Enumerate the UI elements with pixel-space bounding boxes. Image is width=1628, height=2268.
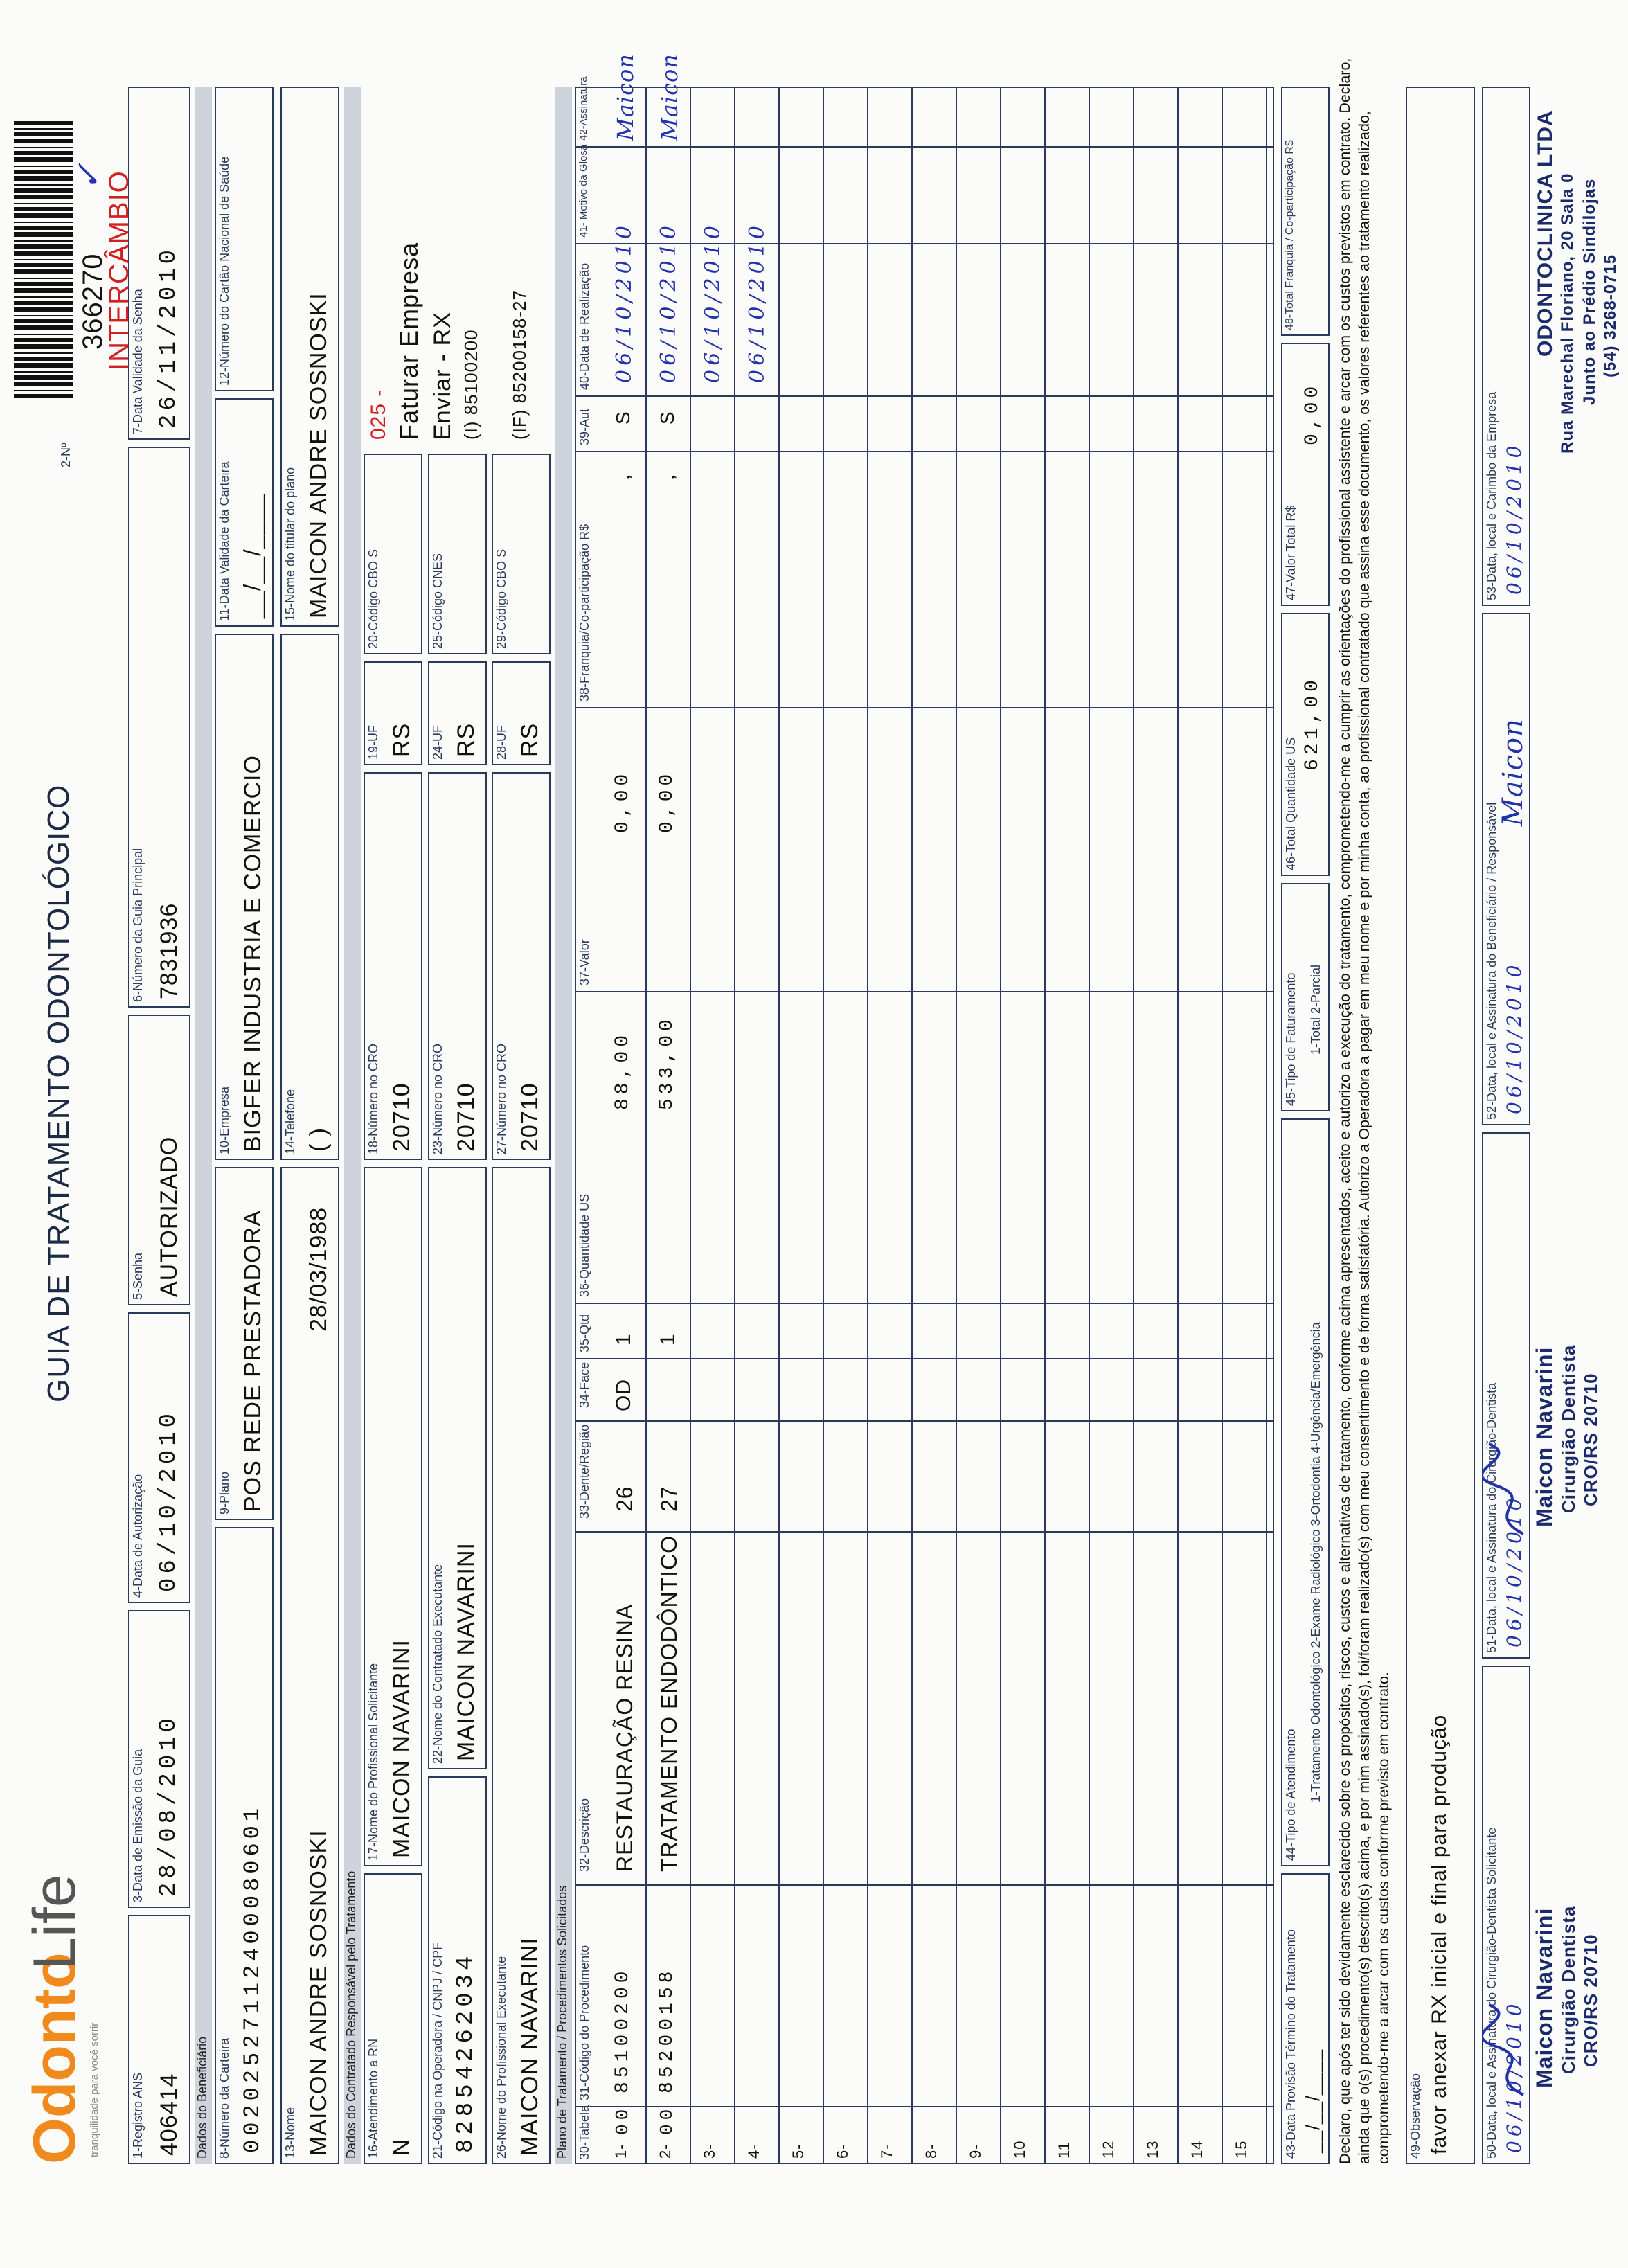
validade-senha: 26/11/2010 bbox=[156, 245, 182, 429]
validade-carteira: __/__/____ bbox=[240, 493, 266, 618]
section-plano: Plano de Tratamento / Procedimentos Solicitados bbox=[555, 87, 572, 2164]
table-row-line bbox=[1222, 88, 1223, 2163]
cell-dente: 27 bbox=[656, 1485, 681, 1512]
cell-n: 2- bbox=[656, 2143, 674, 2159]
table-row-line bbox=[690, 88, 691, 2163]
field-50: 50-Data, local e Assinatura do Cirurgião-Dentista Solicitante 06/10/2010 bbox=[1482, 1666, 1530, 2164]
cell-n: 6- bbox=[834, 2143, 851, 2159]
table-row-line bbox=[1177, 88, 1179, 2163]
cell-dente: 26 bbox=[612, 1485, 637, 1512]
data-dentista: 06/10/2010 bbox=[1503, 1494, 1526, 1648]
cell-n: 12 bbox=[1100, 2140, 1117, 2159]
field-22: 22-Nome do Contratado Executante MAICON NAVARINI bbox=[428, 1167, 487, 1769]
cell-data: 06/10/2010 bbox=[745, 222, 769, 383]
field-14: 14-Telefone ( ) bbox=[280, 634, 339, 1160]
tipo-faturamento-options: 1-Total 2-Parcial bbox=[1309, 964, 1323, 1055]
cell-n: 8- bbox=[922, 2143, 940, 2159]
field-29: 29-Código CBO S bbox=[492, 454, 551, 654]
cell-us: 533,00 bbox=[656, 1015, 678, 1110]
field-15: 15-Nome do titular do plano MAICON ANDRE SOSNOSKI bbox=[280, 87, 339, 627]
field-9: 9-Plano POS REDE PRESTADORA bbox=[215, 1167, 274, 1520]
field-23: 23-Número no CRO 20710 bbox=[428, 772, 487, 1160]
cro-solicitante: 20710 bbox=[388, 1082, 415, 1152]
data-nascimento: 28/03/1988 bbox=[305, 1206, 332, 1332]
cell-franq: , bbox=[656, 474, 678, 480]
tipo-atendimento-options: 1-Tratamento Odontológico 2-Exame Radiológico 3-Ortodontia 4-Urgência/Emergência bbox=[1309, 1322, 1323, 1803]
cell-desc: TRATAMENTO ENDODÔNTICO bbox=[656, 1535, 681, 1872]
field-7: 7-Data Validade da Senha 26/11/2010 bbox=[128, 87, 190, 440]
page-title: GUIA DE TRATAMENTO ODONTOLÓGICO bbox=[42, 784, 75, 1402]
field-47: 47-Valor Total R$ 0,00 bbox=[1281, 343, 1330, 606]
field-46: 46-Total Quantidade US 621,00 bbox=[1281, 613, 1330, 876]
table-column-divider bbox=[576, 1420, 1273, 1422]
intercambio-label: INTERCÂMBIO bbox=[104, 170, 134, 370]
table-row-line bbox=[1133, 88, 1134, 2163]
field-4: 4-Data de Autorização 06/10/2010 bbox=[128, 1312, 190, 1603]
cell-n: 9- bbox=[967, 2143, 984, 2159]
field-25: 25-Código CNES bbox=[428, 454, 487, 654]
table-row-line bbox=[911, 88, 913, 2163]
field-10: 10-Empresa BIGFER INDUSTRIA E COMERCIO bbox=[215, 634, 274, 1160]
cell-n: 13 bbox=[1144, 2140, 1161, 2159]
uf-profissional: RS bbox=[517, 722, 543, 757]
cell-face: OD bbox=[612, 1379, 635, 1411]
field-43: 43-Data Provisão Término do Tratamento __/__/____ bbox=[1281, 1873, 1330, 2164]
field-51: 51-Data, local e Assinatura do Cirurgião-Dentista 06/10/2010 bbox=[1482, 1132, 1530, 1659]
field-27: 27-Número no CRO 20710 bbox=[492, 772, 551, 1160]
field-49: 49-Observação favor anexar RX inicial e final para produção bbox=[1406, 87, 1475, 2164]
uf-executante: RS bbox=[453, 722, 479, 757]
cell-n: 7- bbox=[878, 2143, 895, 2159]
table-row-line bbox=[956, 88, 957, 2163]
cell-codigo: 85100200 bbox=[612, 1967, 634, 2093]
cell-codigo: 85200158 bbox=[656, 1967, 678, 2093]
field-1: 1-Registro ANS 406414 bbox=[128, 1915, 190, 2164]
cell-data: 06/10/2010 bbox=[656, 222, 681, 383]
signature-scribble-2 bbox=[1482, 1437, 1537, 1541]
table-column-divider bbox=[576, 1884, 1273, 1886]
senha: AUTORIZADO bbox=[156, 1136, 182, 1297]
field-12: 12-Número do Cartão Nacional de Saúde bbox=[215, 87, 274, 391]
cell-us: 88,00 bbox=[612, 1030, 634, 1110]
cell-n: 14 bbox=[1188, 2140, 1206, 2159]
logo-text-a: Odonto bbox=[21, 1952, 88, 2164]
table-row-line bbox=[1089, 88, 1090, 2163]
field-8: 8-Número da Carteira 00202527112400080601 bbox=[215, 1527, 274, 2164]
field-5: 5-Senha AUTORIZADO bbox=[128, 1015, 190, 1305]
empresa: BIGFER INDUSTRIA E COMERCIO bbox=[240, 755, 266, 1152]
beneficiary-signature: Maicon bbox=[1497, 718, 1529, 826]
copy-label: 2-Nº bbox=[59, 443, 73, 467]
registro-ans: 406414 bbox=[156, 2073, 182, 2156]
signature-scribble-1 bbox=[1482, 1998, 1537, 2102]
table-column-divider bbox=[576, 1531, 1273, 1533]
field-28: 28-UF RS bbox=[492, 661, 551, 765]
cell-n: 15 bbox=[1233, 2140, 1250, 2159]
table-column-divider bbox=[576, 1358, 1273, 1359]
table-column-divider bbox=[576, 707, 1273, 708]
field-17: 17-Nome do Profissional Solicitante MAICON NAVARINI bbox=[364, 1167, 422, 1866]
cell-data: 06/10/2010 bbox=[701, 222, 725, 383]
uf-solicitante: RS bbox=[388, 722, 415, 757]
data-autorizacao: 06/10/2010 bbox=[156, 1409, 182, 1592]
field-21: 21-Código na Operadora / CNPJ / CPF 82854262034 bbox=[428, 1776, 487, 2164]
profissional-solicitante: MAICON NAVARINI bbox=[388, 1639, 415, 1858]
cell-n: 3- bbox=[701, 2143, 718, 2159]
table-column-divider bbox=[576, 451, 1273, 452]
data-solicitante: 06/10/2010 bbox=[1503, 1999, 1526, 2153]
data-emissao: 28/08/2010 bbox=[156, 1713, 182, 1897]
logo-tagline: tranqüilidade para você sorrir bbox=[89, 2022, 100, 2157]
check-mark: ✓ bbox=[69, 161, 108, 190]
numero-carteira: 00202527112400080601 bbox=[240, 1803, 265, 2153]
field-20: 20-Código CBO S bbox=[364, 454, 422, 654]
cell-data: 06/10/2010 bbox=[612, 222, 636, 383]
table-row-line bbox=[778, 88, 780, 2163]
codigo-operadora: 82854262034 bbox=[453, 1952, 479, 2153]
odontology-form: Odonto Life tranqüilidade para você sorrir GUIA DE TRATAMENTO ODONTOLÓGICO 2-Nº 366270 INTERCÂMBIO ✓ 1-Registro ANS 406414 3-Data de Emissão da Guia 28/08/2010 4-Data de Autorização 06/10/2010 5-Senha AUTORIZADO 6-Número da Guia Principal 7831936 7-Data Validade da Senha 26/11/2010 Dados do Beneficiário 8-Número da Carteira 00202527112400080601 9-Plano POS REDE PRESTADORA 10-Empresa BIGFER INDUSTRIA E COMERCIO 11-Data Validade da Carteira __/__/____ 12-Número do Cartão Nacional de Saúde 13-Nome MAICON ANDRE SOSNOSKI 28/03/1988 14-Telefone ( ) 15-Nome do titular do plano MAICON ANDRE SOSNOSKI Dados do Contratado Responsável pelo Tratamento 16-Atendimento a RN N 17-Nome do Profissional Solicitante MAICON NAVARINI 18-Número no CRO 20710 19-UF RS 20-Código CBO S 21-Código na Operadora / CNPJ / CPF 82854262034 22-Nome do Contratado Executante MAICON NAVARINI 23-Número no CRO 20710 24-UF RS 25-Código CNES 26-Nome do Profissional Executante MAICON NAVARINI 27-Número no CRO 20710 28-UF RS 29-Código CBO S 025 - Faturar Empresa Enviar - RX (I) 85100200 (IF) 85200158-27 Plano de Tratamento / Procedimentos Solicitados 30-Tabela 31-Código do Procedimento 32-Descrição 33-Dente/Região 34-Face 35-Qtd 36-Quantidade US 37-Valor 38-Franquia/Co-participação R$ 39-Aut 40-Data de Realização 41- Motivo da Glosa 42-Assinatura 1- 00 85100200 RESTAURAÇÃO RESINA 26 OD 1 88,00 0,00 , S 06/10/2010 Maicon 2- 00 85200158 TRATAMENTO ENDODÔNTICO 27 1 533,00 0,00 , S 06/10/2010 Maicon 3- 06/10/2010 4- 06/10/2010 5- 6- 7- 8- 9- 10 11 12 13 14 15 43-Data Provisão Término do Tratamento __/__/____ 44-Tipo de Atendimento 1-Tratamento Odontológico 2-Exame Radiológico 3-Ortodontia 4-Urgência/Emergência 45-Tipo de Faturamento 1-Total 2-Parcial 46-Total Quantidade US 621,00 47-Valor Total R$ 0,00 48-Total Franquia / Co-participação R$ Declaro, que após ter sido devidamente esclarecido sobre os propósitos, riscos, custos e alternativas de tratamento, conforme acima apresentados, aceito e autorizo a execução do tratamento, comprometendo-me a cumprir as orientações do profissional assistente e arcar com os custos previstos em contrato. Declaro, ainda que o(s) procedimento(s) descrito(s) acima, e por mim assinado(s), foi/foram realizado(s) com meu consentimento e de forma satisfatória. Autorizo a Operadora a pagar em meu nome e por minha conta, ao profissional contratado que assina esse documento, os valores referentes ao tratamento realizado, comprometendo-me a arcar com os custos conforme previsto em contrato. 49-Observação favor anexar RX inicial e final para produção 50-Data, local e Assinatura do Cirurgião-Dentista Solicitante 06/10/2010 51-Data, local e Assinatura do Cirurgião-Dentista 06/10/2010 52-Data, local e Assinatura do Beneficiário / Responsável 06/10/2010 Maicon 53-Data, local e Carimbo da Empresa 06/10/2010 Maicon Navarini Cirurgião Dentista CRO/RS 20710 Maicon Navarini Cirurgião Dentista CRO/RS 20710 ODONTOCLINICA LTDA Rua Marechal Floriano, 20 Sala 0 Junto ao Prédio Sindilojas (54) 3268-0715 bbox=[0, 0, 1628, 2268]
cell-aut: S bbox=[612, 411, 634, 425]
field-44: 44-Tipo de Atendimento 1-Tratamento Odontológico 2-Exame Radiológico 3-Ortodontia 4-Urgência/Emergência bbox=[1281, 1118, 1330, 1866]
cell-valor: 0,00 bbox=[656, 769, 678, 833]
field-11: 11-Data Validade da Carteira __/__/____ bbox=[215, 398, 274, 627]
table-row-line bbox=[1044, 88, 1046, 2163]
cell-tabela: 00 bbox=[656, 2105, 677, 2135]
section-contratado: Dados do Contratado Responsável pelo Tratamento bbox=[344, 87, 361, 2164]
cell-qtd: 1 bbox=[612, 1333, 635, 1346]
table-column-divider bbox=[576, 991, 1273, 992]
cell-assin: Maicon bbox=[656, 53, 683, 141]
profissional-executante: MAICON NAVARINI bbox=[517, 1937, 543, 2156]
field-26: 26-Nome do Profissional Executante MAICON NAVARINI bbox=[492, 1167, 551, 2164]
cell-n: 4- bbox=[745, 2143, 762, 2159]
table-row-line bbox=[1266, 88, 1267, 2163]
total-us: 621,00 bbox=[1302, 676, 1323, 771]
table-column-divider bbox=[576, 1303, 1273, 1304]
table-row-line bbox=[867, 88, 868, 2163]
data-beneficiario: 06/10/2010 bbox=[1503, 961, 1526, 1114]
telefone: ( ) bbox=[305, 1127, 332, 1152]
cell-franq: , bbox=[612, 474, 634, 480]
logo-text-b: Life bbox=[21, 1874, 88, 1970]
table-row-line bbox=[645, 88, 647, 2163]
table-row-line bbox=[1000, 88, 1001, 2163]
cell-valor: 0,00 bbox=[612, 769, 634, 833]
field-6: 6-Número da Guia Principal 7831936 bbox=[128, 447, 190, 1008]
field-24: 24-UF RS bbox=[428, 661, 487, 765]
field-48: 48-Total Franquia / Co-participação R$ bbox=[1281, 87, 1330, 336]
contratado-executante: MAICON NAVARINI bbox=[453, 1542, 479, 1761]
cell-qtd: 1 bbox=[656, 1333, 679, 1346]
barcode bbox=[14, 121, 73, 398]
atendimento-rn: N bbox=[388, 2138, 415, 2156]
valor-total: 0,00 bbox=[1302, 382, 1323, 445]
table-row-line bbox=[823, 88, 824, 2163]
table-column-divider bbox=[576, 2106, 1273, 2107]
data-empresa: 06/10/2010 bbox=[1503, 441, 1526, 595]
field-18: 18-Número no CRO 20710 bbox=[364, 772, 422, 1160]
guia-principal: 7831936 bbox=[156, 902, 182, 999]
field-16: 16-Atendimento a RN N bbox=[364, 1873, 422, 2164]
cro-executante: 20710 bbox=[453, 1082, 479, 1152]
table-row-line bbox=[734, 88, 735, 2163]
previsao-termino: __/__/____ bbox=[1302, 2048, 1323, 2153]
procedures-table: 30-Tabela 31-Código do Procedimento 32-Descrição 33-Dente/Região 34-Face 35-Qtd 36-Quantidade US 37-Valor 38-Franquia/Co-participação R$ 39-Aut 40-Data de Realização 41- Motivo da Glosa 42-Assinatura 1- 00 85100200 RESTAURAÇÃO RESINA 26 OD 1 88,00 0,00 , S 06/10/2010 Maicon 2- 00 85200158 TRATAMENTO ENDODÔNTICO 27 1 533,00 0,00 , S 06/10/2010 Maicon 3- 06/10/2010 4- 06/10/2010 5- 6- 7- 8- 9- 10 11 12 13 14 15 bbox=[575, 87, 1274, 2164]
cell-tabela: 00 bbox=[612, 2105, 633, 2135]
cell-n: 5- bbox=[789, 2143, 807, 2159]
table-column-divider bbox=[576, 146, 1273, 148]
table-column-divider bbox=[576, 395, 1273, 397]
cell-aut: S bbox=[656, 411, 678, 425]
guide-number: 366270 bbox=[78, 253, 108, 350]
cell-n: 11 bbox=[1055, 2141, 1073, 2159]
field-52: 52-Data, local e Assinatura do Beneficiário / Responsável 06/10/2010 Maicon bbox=[1482, 613, 1530, 1125]
observacao: favor anexar RX inicial e final para produção bbox=[1428, 1714, 1451, 2154]
cell-n: 10 bbox=[1011, 2140, 1028, 2159]
field-3: 3-Data de Emissão da Guia 28/08/2010 bbox=[128, 1610, 190, 1908]
cro-profissional: 20710 bbox=[517, 1082, 543, 1152]
nome-titular: MAICON ANDRE SOSNOSKI bbox=[305, 292, 332, 618]
field-13: 13-Nome MAICON ANDRE SOSNOSKI 28/03/1988 bbox=[280, 1167, 339, 2164]
cell-desc: RESTAURAÇÃO RESINA bbox=[612, 1603, 637, 1872]
cell-assin: Maicon bbox=[612, 53, 638, 141]
field-53: 53-Data, local e Carimbo da Empresa 06/10/2010 bbox=[1482, 87, 1530, 606]
plano: POS REDE PRESTADORA bbox=[240, 1210, 266, 1512]
field-45: 45-Tipo de Faturamento 1-Total 2-Parcial bbox=[1281, 883, 1330, 1111]
cell-n: 1- bbox=[612, 2143, 629, 2159]
declaration-text: Declaro, que após ter sido devidamente esclarecido sobre os propósitos, riscos, custos e alternativas de tratamento, conforme acima apresentados, aceito e autorizo a execução do tratamento, comprometendo-me a cumprir as orientações do profissional assistente e arcar com os custos previstos em contrato. Declaro, ainda que o(s) procedimento(s) descrito(s) acima, e por mim assinado(s), foi/foram realizado(s) com meu consentimento e de forma satisfatória. Autorizo a Operadora a pagar em meu nome e por minha conta, ao profissional contratado que assina esse documento, os valores referentes ao tratamento realizado, comprometendo-me a arcar com os custos conforme previsto em contrato. bbox=[1336, 57, 1392, 2164]
section-beneficiario: Dados do Beneficiário bbox=[195, 87, 212, 2164]
nome: MAICON ANDRE SOSNOSKI bbox=[305, 1830, 332, 2156]
field-19: 19-UF RS bbox=[364, 661, 422, 765]
